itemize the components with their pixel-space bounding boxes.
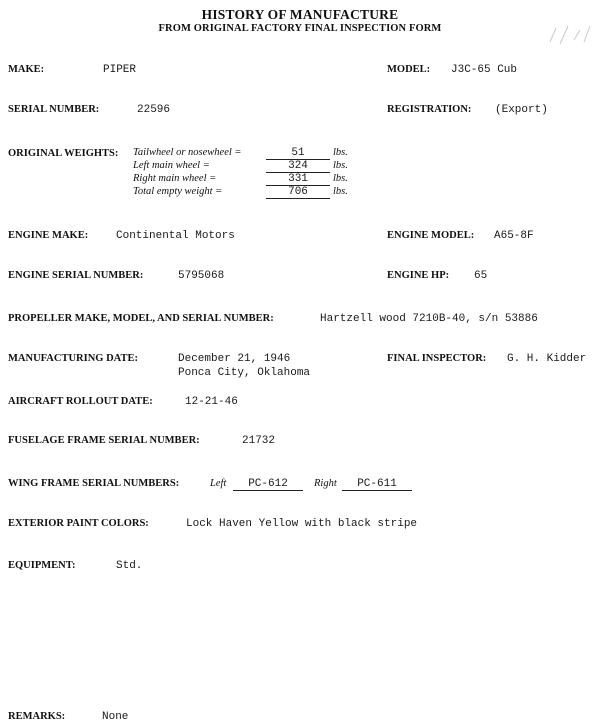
serial-label: SERIAL NUMBER:	[8, 104, 100, 115]
weight-row-label: Right main wheel =	[133, 173, 217, 184]
weight-unit: lbs.	[333, 147, 348, 158]
weight-unit: lbs.	[333, 160, 348, 171]
weight-row-value: 331	[266, 173, 330, 186]
handwritten-mark	[546, 20, 596, 50]
equipment-label: EQUIPMENT:	[8, 560, 76, 571]
wing-right-value: PC-611	[342, 478, 412, 491]
engine-hp-label: ENGINE HP:	[387, 270, 450, 281]
weight-row-value: 324	[266, 160, 330, 173]
rollout-value: 12-21-46	[185, 396, 238, 408]
paint-value: Lock Haven Yellow with black stripe	[186, 518, 418, 530]
weight-row-label: Tailwheel or nosewheel =	[133, 147, 242, 158]
mfg-location-value: Ponca City, Oklahoma	[178, 367, 311, 379]
weight-row-label: Left main wheel =	[133, 160, 210, 171]
mfg-date-label: MANUFACTURING DATE:	[8, 353, 138, 364]
model-value: J3C-65 Cub	[451, 64, 518, 76]
engine-serial-value: 5795068	[178, 270, 225, 282]
engine-model-label: ENGINE MODEL:	[387, 230, 475, 241]
document-subtitle: FROM ORIGINAL FACTORY FINAL INSPECTION FORM	[158, 23, 442, 34]
remarks-value: None	[102, 711, 129, 723]
wing-left-label: Left	[210, 478, 227, 489]
weight-unit: lbs.	[333, 173, 348, 184]
registration-value: (Export)	[495, 104, 548, 116]
weight-row-value: 706	[266, 186, 330, 199]
engine-make-label: ENGINE MAKE:	[8, 230, 89, 241]
make-label: MAKE:	[8, 64, 45, 75]
engine-serial-label: ENGINE SERIAL NUMBER:	[8, 270, 144, 281]
wing-label: WING FRAME SERIAL NUMBERS:	[8, 478, 180, 489]
remarks-label: REMARKS:	[8, 711, 66, 722]
inspector-value: G. H. Kidder	[507, 353, 587, 365]
weight-row-value: 51	[266, 147, 330, 160]
mfg-date-value: December 21, 1946	[178, 353, 291, 365]
paint-label: EXTERIOR PAINT COLORS:	[8, 518, 149, 529]
fuselage-label: FUSELAGE FRAME SERIAL NUMBER:	[8, 435, 200, 446]
fuselage-value: 21732	[242, 435, 276, 447]
weight-row-label: Total empty weight =	[133, 186, 223, 197]
wing-right-label: Right	[314, 478, 337, 489]
weights-label: ORIGINAL WEIGHTS:	[8, 148, 119, 159]
equipment-value: Std.	[116, 560, 143, 572]
engine-make-value: Continental Motors	[116, 230, 235, 242]
serial-value: 22596	[137, 104, 171, 116]
propeller-value: Hartzell wood 7210B-40, s/n 53886	[320, 313, 538, 325]
weight-unit: lbs.	[333, 186, 348, 197]
registration-label: REGISTRATION:	[387, 104, 472, 115]
engine-hp-value: 65	[474, 270, 488, 282]
wing-left-value: PC-612	[233, 478, 303, 491]
model-label: MODEL:	[387, 64, 431, 75]
inspector-label: FINAL INSPECTOR:	[387, 353, 487, 364]
rollout-label: AIRCRAFT ROLLOUT DATE:	[8, 396, 153, 407]
make-value: PIPER	[103, 64, 137, 76]
document-title: HISTORY OF MANUFACTURE	[201, 7, 399, 22]
engine-model-value: A65-8F	[494, 230, 534, 242]
propeller-label: PROPELLER MAKE, MODEL, AND SERIAL NUMBER:	[8, 313, 274, 324]
